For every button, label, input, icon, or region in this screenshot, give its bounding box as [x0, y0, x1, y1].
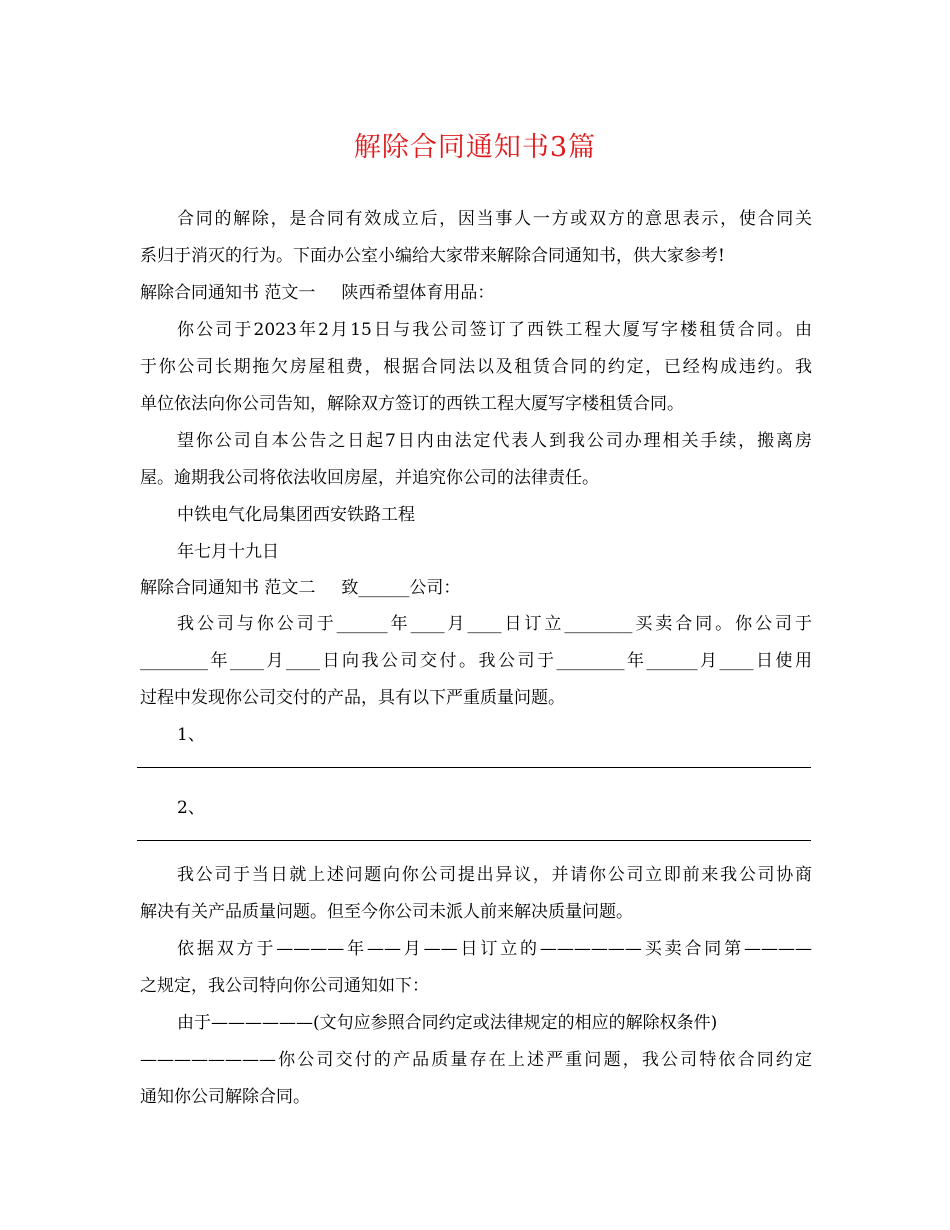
sample2-para4-line-1: 由于——————(文句应参照合同约定或法律规定的相应的解除权条件) [177, 1013, 718, 1033]
sample2-item-2: 2、 [177, 798, 205, 818]
sample2-para4-line-3: 通知你公司解除合同。 [140, 1087, 310, 1107]
sample2-heading-line [140, 576, 812, 600]
sample2-para4-line-2: ————————你公司交付的产品质量存在上述严重问题，我公司特依合同约定 [140, 1050, 812, 1070]
sample2-para1-line-3: 过程中发现你公司交付的产品，具有以下严重质量问题。 [140, 688, 565, 708]
sample1-para1-line-3: 单位依法向你公司告知，解除双方签订的西铁工程大厦写字楼租赁合同。 [140, 394, 684, 414]
sample2-para3-line-1: 依据双方于————年——月——日订立的——————买卖合同第———— [177, 939, 812, 959]
sample2-para2-line-1: 我公司于当日就上述问题向你公司提出异议，并请你公司立即前来我公司协商 [177, 865, 812, 885]
sample1-date: 年七月十九日 [177, 542, 279, 562]
document-title: 解除合同通知书3篇 [353, 132, 597, 163]
sample2-para3-line-2: 之规定，我公司特向你公司通知如下： [140, 976, 429, 996]
sample2-para1-line-2: ________年____月____日向我公司交付。我公司于________年______月____日使用 [140, 651, 812, 671]
sample1-para2-line-1: 望你公司自本公告之日起7日内由法定代表人到我公司办理相关手续，搬离房 [177, 431, 812, 451]
sample1-para2-line-2: 屋。逾期我公司将依法收回房屋，并追究你公司的法律责任。 [140, 468, 599, 488]
intro-line-2: 系归于消灭的行为。下面办公室小编给大家带来解除合同通知书，供大家参考! [140, 246, 725, 266]
sample1-signer: 中铁电气化局集团西安铁路工程 [177, 505, 415, 525]
sample1-heading-line [140, 281, 812, 305]
sample1-para1-line-1: 你公司于2023年2月15日与我公司签订了西铁工程大厦写字楼租赁合同。由 [177, 320, 812, 340]
sample1-para1-line-2: 于你公司长期拖欠房屋租费，根据合同法以及租赁合同的约定，已经构成违约。我 [140, 357, 812, 377]
sample2-item-1: 1、 [177, 725, 205, 745]
blank-fill-line-1 [137, 767, 811, 768]
sample1-addressee: 陕西希望体育用品： [341, 283, 495, 303]
intro-line-1: 合同的解除，是合同有效成立后，因当事人一方或双方的意思表示，使合同关 [177, 209, 812, 229]
sample2-heading: 解除合同通知书 范文二 [140, 578, 316, 598]
blank-fill-line-2 [137, 840, 811, 841]
sample2-para1-line-1: 我公司与你公司于______年____月____日订立________买卖合同。你公司于 [177, 614, 812, 634]
sample2-addressee: 致______公司： [341, 578, 461, 598]
sample2-para2-line-2: 解决有关产品质量问题。但至今你公司未派人前来解决质量问题。 [140, 902, 633, 922]
sample1-heading: 解除合同通知书 范文一 [140, 283, 316, 303]
